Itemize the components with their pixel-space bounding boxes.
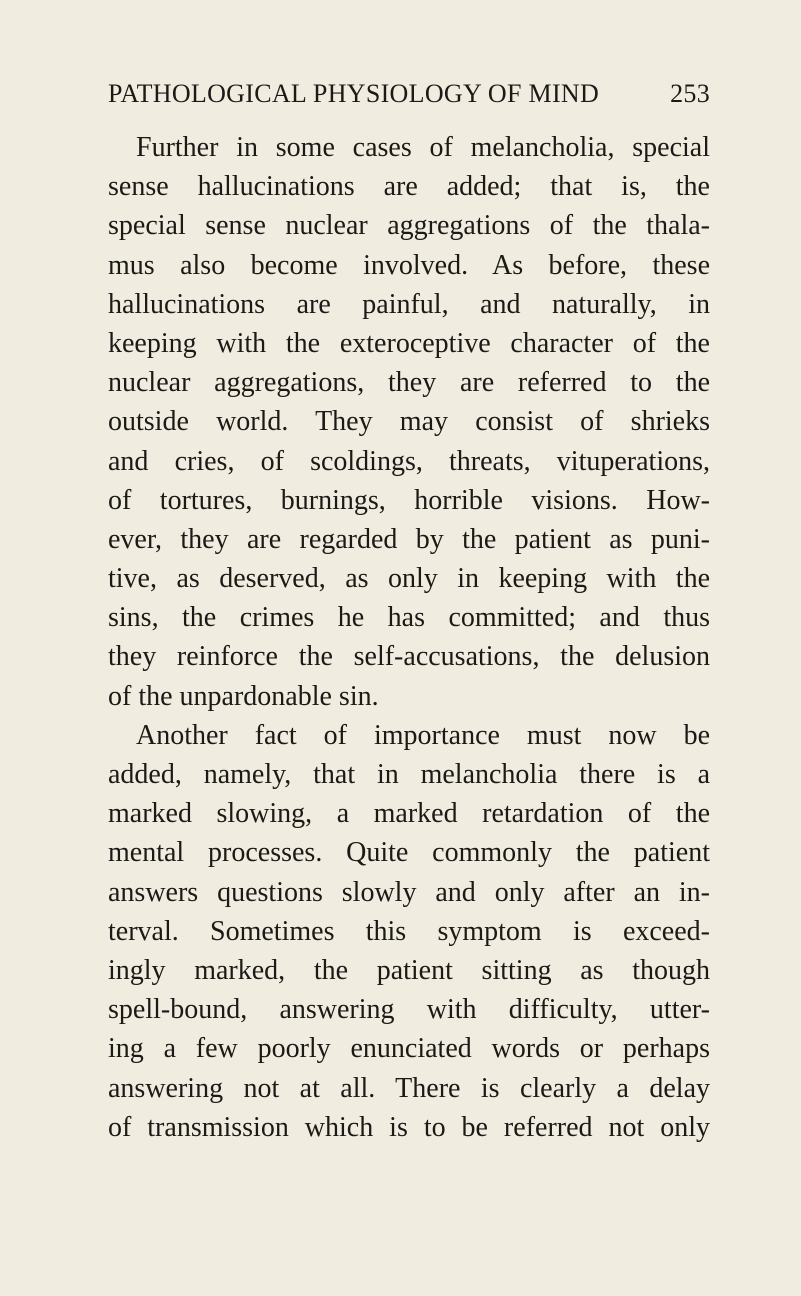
paragraph-2 bbox=[108, 716, 710, 1147]
text-line: hallucinations are painful, and naturally, in bbox=[108, 288, 710, 320]
text-line: nuclear aggregations, they are referred to the bbox=[108, 367, 710, 399]
text-line: added, namely, that in melancholia there is a bbox=[108, 759, 710, 790]
paragraph-1 bbox=[108, 128, 710, 716]
text-line: they reinforce the self-accusations, the delusion bbox=[108, 641, 710, 673]
text-line: keeping with the exteroceptive character of the bbox=[108, 327, 710, 359]
text-line: Further in some cases of melancholia, special bbox=[136, 132, 710, 163]
text-line: and cries, of scoldings, threats, vituperations, bbox=[108, 445, 710, 477]
running-head-title: PATHOLOGICAL PHYSIOLOGY OF MIND bbox=[108, 79, 600, 108]
text-line: mus also become involved. As before, these bbox=[108, 249, 710, 281]
page-number: 253 bbox=[670, 79, 710, 108]
text-line: of the unpardonable sin. bbox=[108, 680, 379, 712]
text-line: ever, they are regarded by the patient as puni- bbox=[108, 523, 710, 555]
text-line: of transmission which is to be referred not only bbox=[108, 1111, 710, 1143]
text-line: of tortures, burnings, horrible visions. How- bbox=[108, 484, 710, 516]
text-line: ingly marked, the patient sitting as though bbox=[108, 954, 710, 986]
text-line: answers questions slowly and only after an in- bbox=[108, 876, 710, 908]
text-line: outside world. They may consist of shrieks bbox=[108, 406, 710, 438]
text-line: special sense nuclear aggregations of the thala- bbox=[108, 210, 710, 242]
text-line: sins, the crimes he has committed; and thus bbox=[108, 602, 710, 634]
text-line: Another fact of importance must now be bbox=[136, 719, 710, 751]
text-line: terval. Sometimes this symptom is exceed- bbox=[108, 915, 710, 947]
text-line: answering not at all. There is clearly a delay bbox=[108, 1072, 710, 1104]
text-line: mental processes. Quite commonly the patient bbox=[108, 837, 710, 869]
body-text bbox=[108, 128, 710, 1147]
running-head bbox=[108, 74, 710, 114]
text-line: spell-bound, answering with difficulty, utter- bbox=[108, 994, 710, 1026]
text-line: sense hallucinations are added; that is, the bbox=[108, 171, 710, 203]
text-line: ing a few poorly enunciated words or perhaps bbox=[108, 1033, 710, 1065]
text-line: marked slowing, a marked retardation of the bbox=[108, 798, 710, 830]
text-line: tive, as deserved, as only in keeping with the bbox=[108, 563, 710, 595]
